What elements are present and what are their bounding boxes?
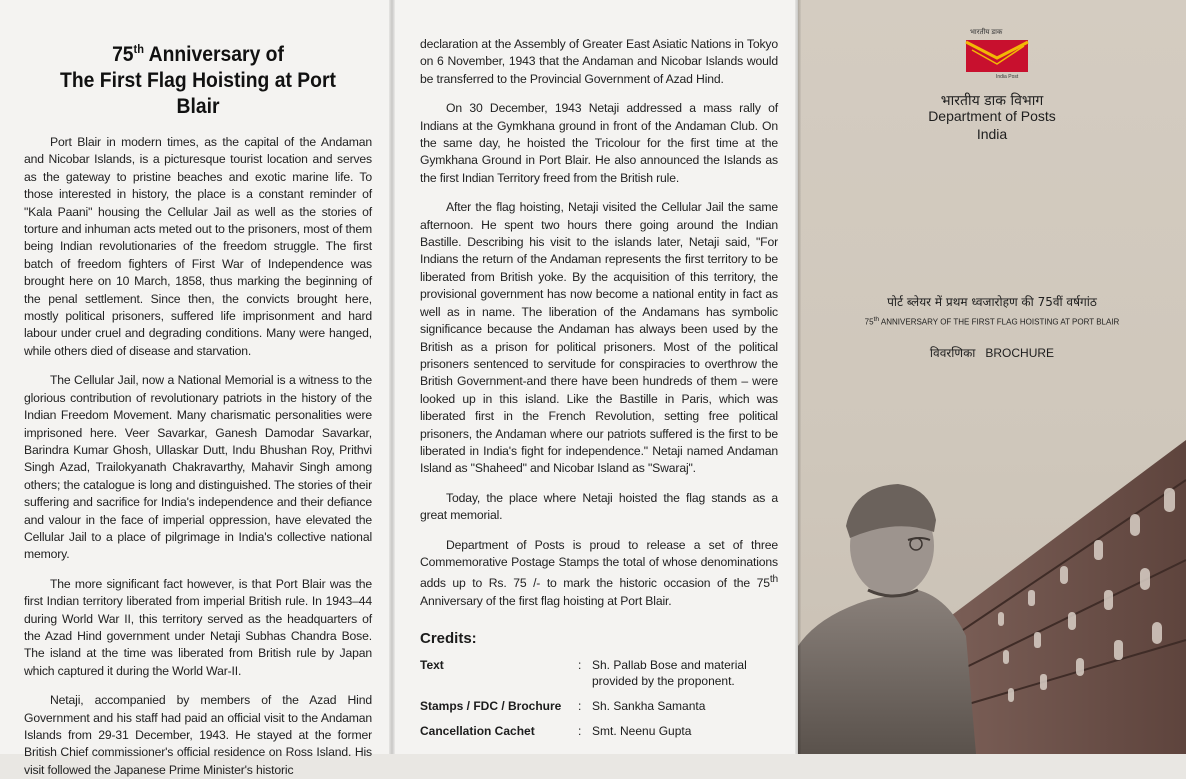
credit-row bbox=[420, 723, 778, 748]
page-fold bbox=[795, 0, 801, 754]
logo-hindi-text: भारतीय डाक bbox=[970, 29, 1003, 36]
paragraph: The Cellular Jail, now a National Memorial is a witness to the glorious contribution of revolutionary patriots in the history of the Indian Freedom Movement. Many charismatic personalities were imprisoned here. Veer Savarkar, Ganesh Damodar Savarkar, Barindra Kumar Ghosh, Ullaskar Dutt, Indu Bhushan Roy, Prithvi Singh Azad, Trailokyanath Chakravarthy, Mahavir Singh among others; the catalogue is long and distinguished. The stories of their suffering and sacrifice for India's independence and their defiance and valour in the face of imperial oppression, have elevated the Cellular Jail to a place of pilgrimage in India's collective national memory. bbox=[24, 373, 372, 562]
envelope-icon bbox=[966, 40, 1028, 72]
brochure-label bbox=[798, 344, 1186, 361]
cover-title-english: 75th ANNIVERSARY OF THE FIRST FLAG HOISTING AT PORT BLAIR bbox=[864, 316, 1120, 327]
cover-panel bbox=[798, 0, 1186, 754]
dept-country: India bbox=[976, 126, 1008, 142]
left-panel bbox=[0, 0, 392, 777]
brochure-label-hindi: विवरणिका bbox=[929, 346, 976, 360]
page-fold bbox=[389, 0, 395, 754]
credit-value: Sh. Sankha Samanta bbox=[592, 699, 706, 714]
credit-key: Text bbox=[420, 658, 444, 673]
brochure-heading: 75th Anniversary of The First Flag Hoisting at Port Blair bbox=[60, 42, 336, 118]
paragraph: On 30 December, 1943 Netaji addressed a mass rally of Indians at the Gymkhana ground in front of the Andaman Club. On the same day, he hoisted the Tricolour for the first time at the Gymkhana Ground in Port Blair. He also announced the Islands as the first Indian Territory freed from the British rule. bbox=[420, 101, 778, 185]
netaji-cellular-jail-photo bbox=[798, 440, 1186, 754]
cellular-jail-building bbox=[948, 440, 1186, 754]
dept-name-english: Department of Posts bbox=[928, 108, 1056, 124]
middle-panel bbox=[392, 0, 798, 754]
netaji-figure bbox=[798, 484, 976, 754]
paragraph: Port Blair in modern times, as the capital of the Andaman and Nicobar Islands, is a picturesque tourist location and serves as the gateway to pristine beaches and exotic marine life. To those interested in history, the place is a constant reminder of "Kala Paani" housing the Cellular Jail as well as the stories of torture and inhuman acts meted out to the prisoners, most of them being Indian revolutionaries of the freedom struggle. The first batch of freedom fighters of First War of Independence was brought here on 10 March, 1858, thus marking the beginning of the penal settlement. Since then, the convicts brought here, mostly political prisoners, suffered life imprisonment and hard labour under cruel and degrading conditions. Many were hanged, while others died of disease and starvation. bbox=[24, 135, 372, 358]
credit-row bbox=[420, 698, 778, 723]
cover-title-hindi: पोर्ट ब्लेयर में प्रथम ध्वजारोहण की 75वीं वर्षगांठ bbox=[887, 295, 1097, 309]
credit-colon: : bbox=[578, 699, 582, 714]
logo-india-post-text: India Post bbox=[996, 74, 1019, 80]
dept-name-hindi: भारतीय डाक विभाग bbox=[940, 93, 1044, 109]
credits-heading: Credits: bbox=[420, 630, 477, 648]
credit-key: Cancellation Cachet bbox=[420, 724, 535, 739]
paragraph: After the flag hoisting, Netaji visited the Cellular Jail the same afternoon. He spent two hours there going around the Indian Bastille. Describing his visit to the islands later, Netaji said, "For Indians the return of the Andaman represents the first territory to be liberated from British yoke. By the acquisition of this territory, the provisional government has now become a national entity in fact as well as in name. The liberation of the Andamans has symbolic significance because the Andaman has always been used by the British as a prison for political prisoners. Most of the political prisoners sentenced to servitude for conspiracies to overthrow the British Government-and there have been hundreds of them – were looked up in this island. Like the Bastille in Paris, which was liberated first in the French Revolution, setting free political prisoners, the Andaman where our patriots suffered is the first to be liberated in India's fight for independence." Netaji named Andaman Island as "Shaheed" and Nicobar Island as "Swaraj". bbox=[420, 200, 778, 476]
credit-colon: : bbox=[578, 658, 582, 673]
paragraph: declaration at the Assembly of Greater East Asiatic Nations in Tokyo on 6 November, 1943 that the Andaman and Nicobar Islands would be transferred to the Provincial Government of Azad Hind. bbox=[420, 37, 778, 86]
paragraph: Today, the place where Netaji hoisted the flag stands as a great memorial. bbox=[420, 490, 778, 523]
credit-row bbox=[420, 657, 778, 698]
credit-value: Smt. Neenu Gupta bbox=[592, 724, 692, 739]
credit-colon: : bbox=[578, 724, 582, 739]
paragraph: Netaji, accompanied by members of the Azad Hind Government and his staff had paid an official visit to the Andaman Islands from 29-31 December, 1943. He stayed at the former British Chief commissioner's official residence on Ross Island. His visit followed the Japanese Prime Minister's historic bbox=[24, 693, 372, 777]
india-post-logo bbox=[966, 28, 1036, 84]
credit-value: Sh. Pallab Bose and material provided by the proponent. bbox=[592, 658, 747, 689]
credit-key: Stamps / FDC / Brochure bbox=[420, 699, 562, 714]
paragraph: The more significant fact however, is that Port Blair was the first Indian territory liberated from imperial British rule. In 1943–44 during World War II, this territory served as the headquarters of the Azad Hind government under Netaji Subhas Chandra Bose. The island at the time was liberated from British rule by Japan which captured it during the World War-II. bbox=[24, 576, 372, 678]
credits-table bbox=[420, 657, 778, 748]
brochure-label-english: BROCHURE bbox=[985, 346, 1055, 360]
paragraph: Department of Posts is proud to release a set of three Commemorative Postage Stamps the total of whose denominations adds up to Rs. 75 /- to mark the historic occasion of the 75th Anniversary of the first flag hoisting at Port Blair. bbox=[420, 537, 778, 608]
